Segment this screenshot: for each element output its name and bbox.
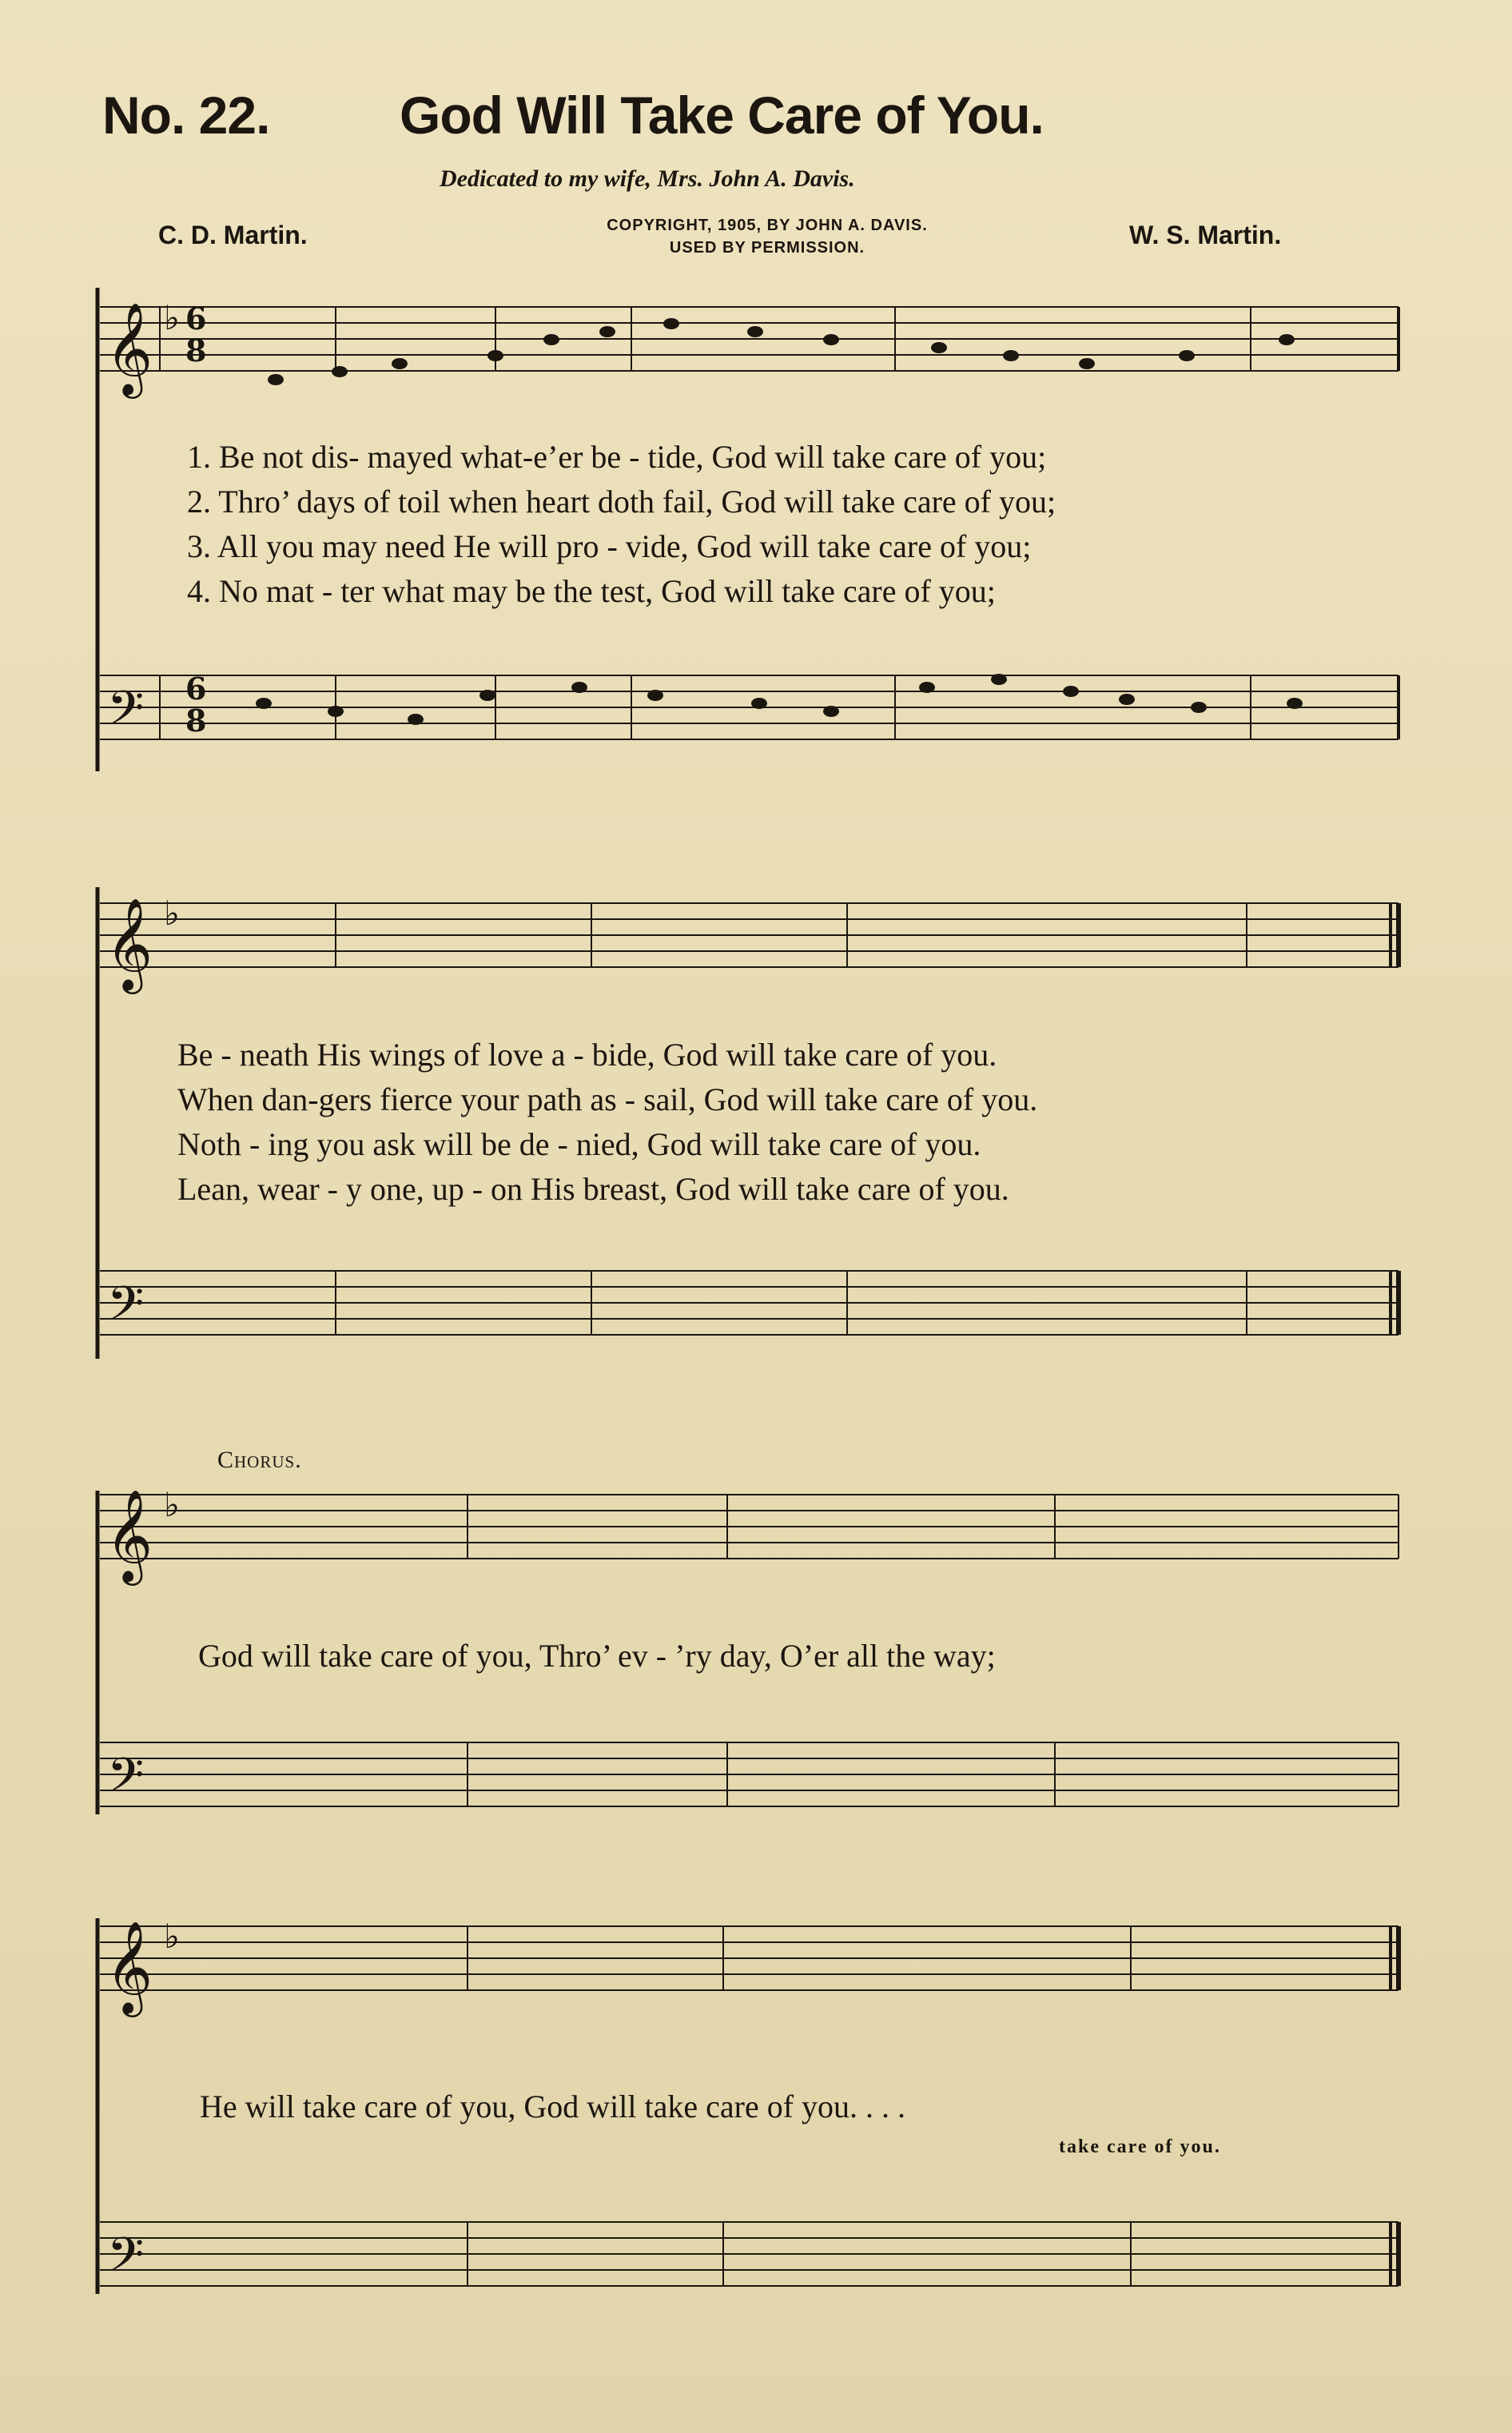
bass-staff-2 [100, 1271, 1399, 1335]
bass-clef-4: 𝄢 [107, 2227, 145, 2294]
treble-clef-3: 𝄞 [105, 1488, 153, 1582]
key-signature-flat-4: ♭ [164, 1917, 180, 1956]
treble-staff-4 [100, 1926, 1399, 1990]
time-signature-bottom-treble: 8 [185, 332, 207, 368]
time-signature-top-treble: 6 [185, 301, 207, 336]
chorus-line-2: He will take care of you, God will take care of you. . . . [200, 2089, 906, 2124]
verse-line-3b: Noth - ing you ask will be de - nied, God will take care of you. [177, 1126, 981, 1162]
treble-clef-4: 𝄞 [105, 1920, 153, 2013]
key-signature-flat-3: ♭ [164, 1485, 180, 1524]
bass-clef-2: 𝄢 [107, 1276, 145, 1343]
bass-staff-4 [100, 2222, 1399, 2286]
copyright-line-1: COPYRIGHT, 1905, BY JOHN A. DAVIS. [607, 217, 928, 234]
time-signature-bottom-bass: 8 [185, 703, 207, 739]
verse-line-1b: Be - neath His wings of love a - bide, God will take care of you. [177, 1037, 997, 1073]
bass-staff-3 [100, 1742, 1399, 1806]
chorus-line-1: God will take care of you, Thro’ ev - ’ry day, O’er all the way; [198, 1638, 996, 1674]
chorus-label: Chorus. [217, 1447, 302, 1473]
composer-name: W. S. Martin. [1129, 221, 1282, 249]
verse-line-3a: 3. All you may need He will pro - vide, God will take care of you; [187, 528, 1032, 564]
verse-line-4b: Lean, wear - y one, up - on His breast, God will take care of you. [177, 1171, 1009, 1207]
time-signature-top-bass: 6 [185, 671, 207, 707]
copyright-line-2: USED BY PERMISSION. [669, 239, 865, 257]
treble-staff-2 [100, 903, 1399, 967]
key-signature-flat-2: ♭ [164, 894, 180, 933]
treble-clef-1: 𝄞 [105, 301, 153, 395]
verse-line-1a: 1. Be not dis- mayed what-e’er be - tide, God will take care of you; [187, 439, 1047, 475]
treble-clef-2: 𝄞 [105, 897, 153, 990]
hymn-number: No. 22. [102, 86, 270, 145]
bass-clef-1: 𝄢 [107, 680, 145, 747]
hymn-title: God Will Take Care of You. [400, 86, 1044, 145]
lyricist-name: C. D. Martin. [158, 221, 308, 249]
noteheads [256, 318, 1303, 725]
treble-staff-1 [100, 307, 1399, 371]
verse-line-4a: 4. No mat - ter what may be the test, God will take care of you; [187, 573, 996, 609]
verse-line-2a: 2. Thro’ days of toil when heart doth fail, God will take care of you; [187, 484, 1056, 520]
verse-line-2b: When dan-gers fierce your path as - sail, God will take care of you. [177, 1081, 1038, 1117]
treble-staff-3 [100, 1495, 1399, 1559]
chorus-line-2-small: take care of you. [1059, 2136, 1221, 2157]
dedication-line: Dedicated to my wife, Mrs. John A. Davis. [440, 165, 855, 192]
key-signature-flat-1: ♭ [164, 298, 180, 337]
bass-clef-3: 𝄢 [107, 1747, 145, 1814]
system-2 [97, 887, 1399, 1359]
